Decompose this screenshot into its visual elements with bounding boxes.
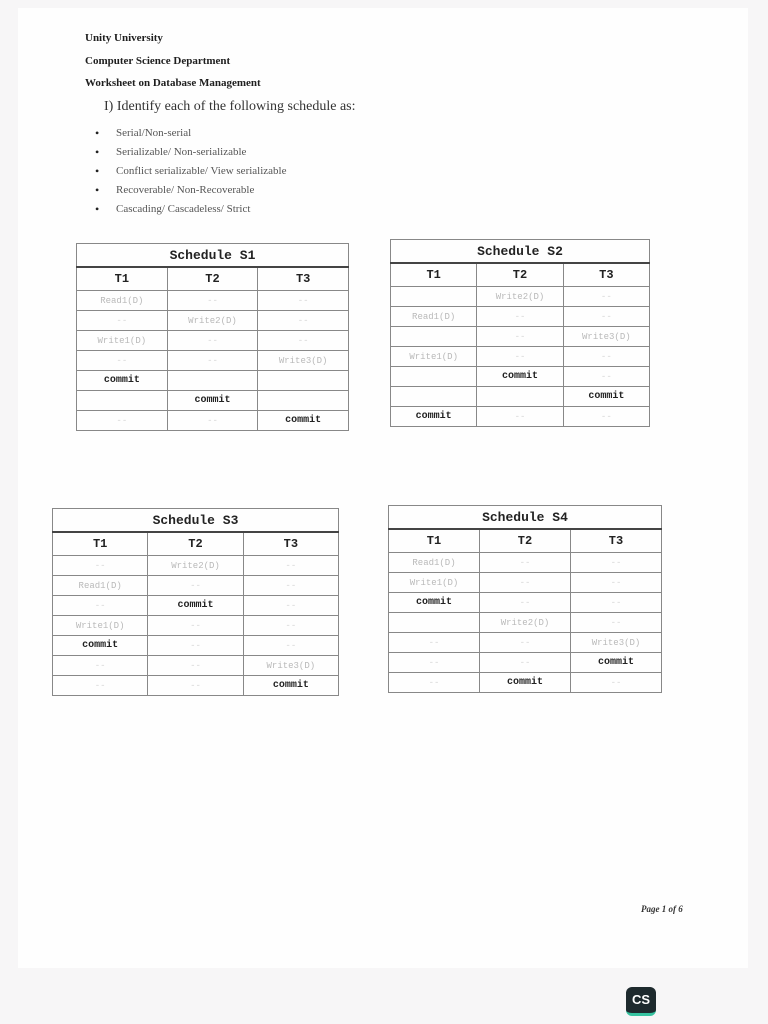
schedule-cell: Write2(D) [148,556,243,576]
schedule-cell: -- [53,676,148,696]
schedule-cell: commit [258,411,349,431]
schedule-cell: Write2(D) [480,613,571,633]
schedule-cell [391,327,477,347]
list-item: • Serial/Non-serial [92,124,286,143]
schedule-cell: -- [258,291,349,311]
list-item: • Cascading/ Cascadeless/ Strict [92,200,286,219]
camscanner-logo: CS [626,987,656,1016]
schedule-cell: -- [480,593,571,613]
schedule-cell [77,391,168,411]
schedule-cell: -- [167,291,258,311]
schedule-cell [391,367,477,387]
list-item: • Conflict serializable/ View serializable [92,162,286,181]
table-row [391,327,650,347]
schedule-cell: Write3(D) [571,633,662,653]
table-row [77,411,349,431]
schedule-cell: -- [571,593,662,613]
worksheet-title: Worksheet on Database Management [85,77,261,89]
schedule-cell: -- [480,553,571,573]
table-row [391,287,650,307]
schedule-cell: -- [77,411,168,431]
transaction-header: T3 [258,267,349,291]
schedule-cell: Read1(D) [53,576,148,596]
table-row [53,636,339,656]
schedule-cell: Write3(D) [258,351,349,371]
transaction-header: T2 [148,532,243,556]
schedule-cell: commit [391,407,477,427]
university-name: Unity University [85,32,163,44]
schedule-cell: -- [571,553,662,573]
schedule-title: Schedule S3 [53,509,339,533]
schedule-cell: -- [53,596,148,616]
schedule-cell: -- [148,636,243,656]
schedule-cell: -- [571,573,662,593]
schedule-cell: -- [167,351,258,371]
schedule-cell: -- [480,573,571,593]
schedule-s4-table [388,505,662,693]
schedule-cell: commit [563,387,649,407]
schedule-cell: -- [148,656,243,676]
schedule-cell: -- [480,633,571,653]
schedule-cell: Write1(D) [391,347,477,367]
schedule-cell: -- [563,287,649,307]
schedule-s3-table [52,508,339,696]
schedule-cell: -- [258,331,349,351]
schedule-cell: Write2(D) [167,311,258,331]
schedule-cell: Write3(D) [243,656,338,676]
schedule-cell: commit [571,653,662,673]
table-row [77,391,349,411]
schedule-cell: Read1(D) [389,553,480,573]
schedule-title: Schedule S2 [391,240,650,264]
table-row [389,653,662,673]
schedule-cell [258,371,349,391]
schedule-cell: -- [167,331,258,351]
schedule-cell: -- [563,347,649,367]
schedule-cell: Write3(D) [563,327,649,347]
transaction-header: T2 [480,529,571,553]
transaction-header: T3 [571,529,662,553]
schedule-cell: Write1(D) [77,331,168,351]
table-row [389,573,662,593]
schedule-title: Schedule S1 [77,244,349,268]
schedule-cell: commit [77,371,168,391]
schedule-cell: Write1(D) [389,573,480,593]
schedule-cell: -- [477,347,563,367]
schedule-cell: -- [243,556,338,576]
transaction-header: T1 [77,267,168,291]
table-row [389,553,662,573]
schedule-cell: -- [243,576,338,596]
schedule-s2-table [390,239,650,427]
table-row [53,596,339,616]
schedule-cell: -- [243,616,338,636]
table-row [77,331,349,351]
transaction-header: T1 [389,529,480,553]
schedule-cell: -- [563,367,649,387]
schedule-cell: commit [389,593,480,613]
schedule-cell: -- [563,307,649,327]
table-row [53,656,339,676]
table-row [77,351,349,371]
schedule-cell: -- [477,327,563,347]
table-row [391,347,650,367]
table-row [77,311,349,331]
schedule-cell [167,371,258,391]
table-row [53,676,339,696]
table-row [391,307,650,327]
schedule-cell: -- [243,636,338,656]
schedule-cell: Read1(D) [77,291,168,311]
schedule-cell: commit [480,673,571,693]
schedule-cell [258,391,349,411]
schedule-cell: -- [258,311,349,331]
schedule-cell: -- [53,656,148,676]
schedule-cell: -- [389,653,480,673]
transaction-header: T1 [391,263,477,287]
table-row [53,556,339,576]
schedule-cell: -- [480,653,571,673]
schedule-cell: -- [53,556,148,576]
schedule-cell: Write2(D) [477,287,563,307]
schedule-cell: -- [389,673,480,693]
schedule-cell: commit [477,367,563,387]
schedule-cell: -- [77,311,168,331]
transaction-header: T2 [477,263,563,287]
table-row [391,407,650,427]
schedule-cell: Write1(D) [53,616,148,636]
question-prompt: I) Identify each of the following schedule as: [104,99,356,114]
schedule-cell: -- [148,576,243,596]
table-row [53,576,339,596]
schedule-cell: Read1(D) [391,307,477,327]
table-row [389,613,662,633]
schedule-cell: commit [243,676,338,696]
schedule-cell: commit [148,596,243,616]
schedule-cell: -- [563,407,649,427]
table-row [77,291,349,311]
table-row [389,673,662,693]
schedule-cell [389,613,480,633]
transaction-header: T3 [563,263,649,287]
schedule-cell: -- [148,676,243,696]
table-row [389,593,662,613]
schedule-cell [391,387,477,407]
page-number: Page 1 of 6 [641,904,683,914]
schedule-s1-table [76,243,349,431]
schedule-cell: -- [477,407,563,427]
table-row [53,616,339,636]
department-name: Computer Science Department [85,55,231,67]
schedule-cell: -- [148,616,243,636]
list-item: • Serializable/ Non-serializable [92,143,286,162]
table-row [391,387,650,407]
schedule-cell: -- [167,411,258,431]
schedule-cell: commit [53,636,148,656]
transaction-header: T1 [53,532,148,556]
table-row [77,371,349,391]
list-item: • Recoverable/ Non-Recoverable [92,181,286,200]
schedule-cell: -- [389,633,480,653]
schedule-cell: -- [571,673,662,693]
table-row [389,633,662,653]
transaction-header: T2 [167,267,258,291]
schedule-cell: -- [77,351,168,371]
schedule-cell: -- [477,307,563,327]
schedule-cell [391,287,477,307]
classification-list [92,124,286,219]
table-row [391,367,650,387]
schedule-cell: -- [243,596,338,616]
schedule-title: Schedule S4 [389,506,662,530]
schedule-cell: -- [571,613,662,633]
transaction-header: T3 [243,532,338,556]
schedule-cell: commit [167,391,258,411]
schedule-cell [477,387,563,407]
